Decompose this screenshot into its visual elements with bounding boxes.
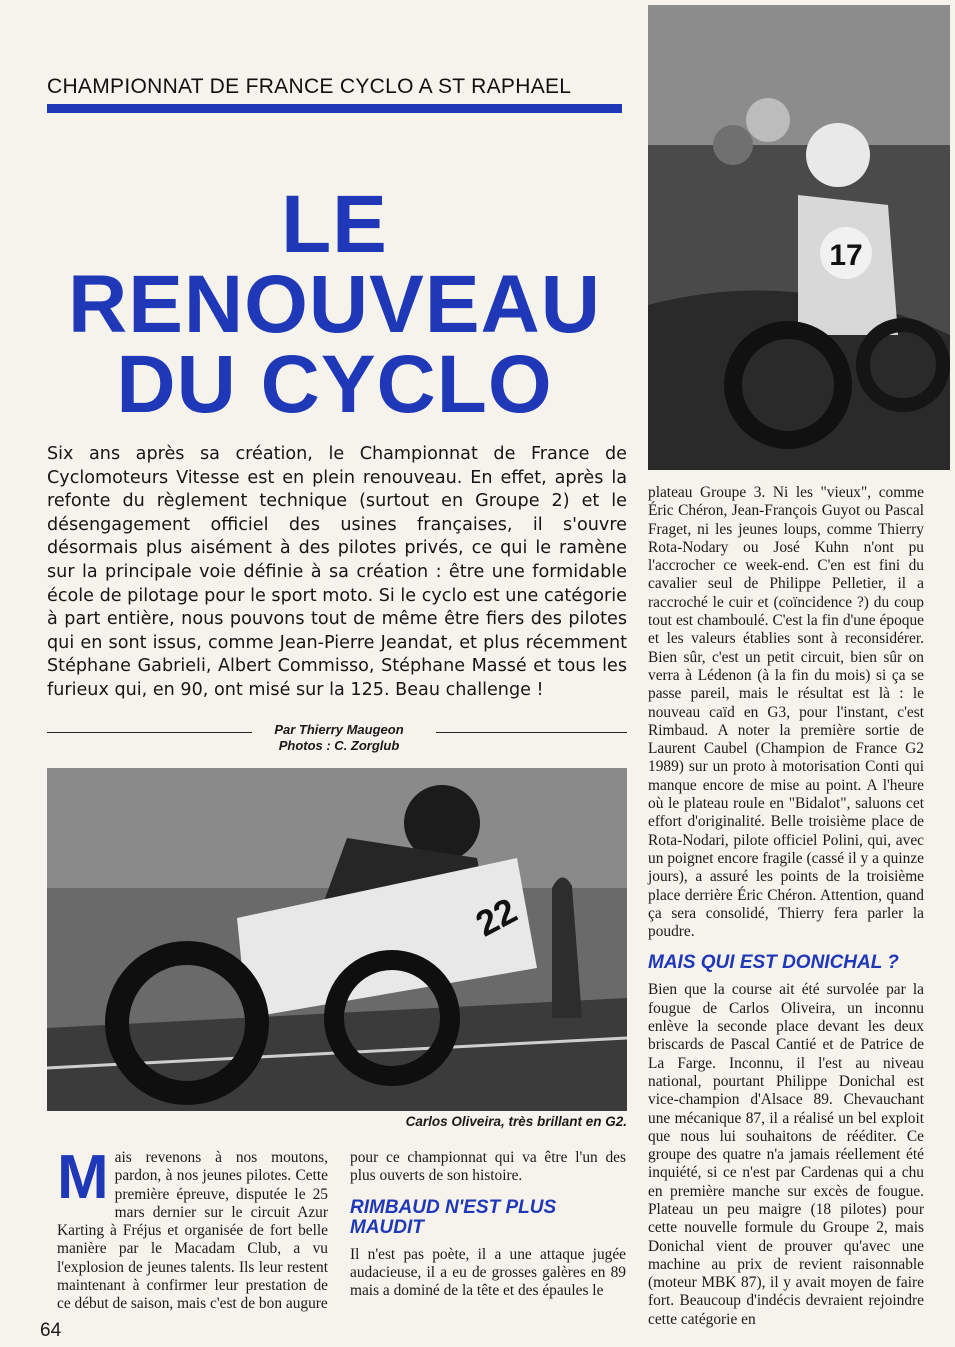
byline-photos: Photos : C. Zorglub [278,738,400,753]
headline-line-1: LE [281,179,388,270]
photo-caption: Carlos Oliveira, très brillant en G2. [405,1114,627,1129]
racers-illustration [648,5,950,470]
dropcap: M [57,1143,109,1212]
race-number-17: 17 [829,239,863,272]
headline [47,179,622,430]
body-text-5: Bien que la course ait été survolée par la fougue de Carlos Oliveira, un inconnu enlève la seconde place devant les deux briscards de Pascal Cantié et de Patrice de La Farge. Inconnu, il l'est au niveau national, pourtant Philippe Donichal est vice-champion d'Alsace 89. Chevauchant une mécanique 87, il a réalisé un bel exploit que nous lui souhaitons de rééditer. Ce groupe des quatre n'a jamais réellement été inquiété, si ce n'est par Cardenas qui a chu en première manche sur excès de fougue. Plateau un peu maigre (18 pilotes) pour cette nouvelle formule du Groupe 2, mais Donichal vient de prouver qu'avec une machine au prix de revient raisonnable (moteur MBK 87), il y avait moyen de faire fort. Beaucoup d'indécis devraient rejoindre cette catégorie en [648,981,924,1328]
body-column-2 [350,1149,626,1300]
page-number: 64 [40,1320,62,1341]
rider-illustration [47,768,627,1111]
byline-author: Par Thierry Maugeon [274,722,404,737]
race-number-22: 22 [468,889,524,945]
section-kicker: CHAMPIONNAT DE FRANCE CYCLO A ST RAPHAEL [47,75,572,98]
kicker-rule [47,104,622,113]
byline [0,722,678,754]
headline-line-2: RENOUVEAU [68,259,601,350]
body-text-4: plateau Groupe 3. Ni les "vieux", comme Éric Chéron, Jean-François Guyot ou Pascal Fraget, ni les jeunes loups, comme Thierry Rota-Nodary ou José Kuhn n'ont pu l'accrocher ce week-end. C'en est fini du cavalier seul de Philippe Pelletier, il a raccroché le cuir et (coïncidence ?) du coup tout est chamboulé. C'est la fin d'une époque et les valeurs établies sont à reconsidérer. Bien sûr, c'est un petit circuit, bien sûr on verra à Lédenon (à la fin du mois) si ça se passe pareil, mais le résultat est là : le nouveau caïd en G3, pour l'instant, c'est Rimbaud. A noter la première sortie de Laurent Caubel (Champion de France G2 1989) sur un proto à motorisation Conti qui manque encore de mise au point. A l'heure où le plateau roule en "Bidalot", saluons cet effort d'originalité. Belle troisième place de Rota-Nodari, pilote officiel Polini, qui, avec un poignet encore fragile (cassé il y a quinze jours), a assuré les points de la troisième place derrière Éric Chéron. Attention, quand ça sera consolidé, Thierry fera parler la poudre. [648,484,924,941]
body-text-2: pour ce championnat qui va être l'un des plus ouverts de son histoire. [350,1149,626,1185]
body-text-3: Il n'est pas poète, il a une attaque jugée audacieuse, il a eu de grosses galères en 89 mais a dominé de la tête et des épaules le [350,1245,626,1300]
body-column-3 [648,484,924,1329]
headline-line-3: DU CYCLO [116,339,553,430]
subhead-donichal: MAIS QUI EST DONICHAL ? [648,952,899,974]
photo-oliveira [47,768,627,1111]
body-text-1: ais revenons à nos moutons, pardon, à nos jeunes pilotes. Cette première épreuve, disputée le 25 mars dernier sur le circuit Azur Karting à Fréjus et organisée de fort belle manière par le Macadam Club, a vu l'explosion de jeunes talents. Ils leur restent maintenant à confirmer leur prestation de ce début de saison, mais c'est de bon augure [57,1149,328,1313]
body-column-1 [57,1143,328,1314]
subhead-rimbaud: RIMBAUD N'EST PLUS MAUDIT [350,1196,557,1238]
intro-paragraph: Six ans après sa création, le Championnat de France de Cyclomoteurs Vitesse est en plein renouveau. En effet, après la refonte du règlement technique (surtout en Groupe 2) et le désengagement officiel des usines françaises, il s'ouvre désormais plus aisément à des pilotes privés, ce qui le ramène sur la principale voie définie à sa création : être une formidable école de pilotage pour le sport moto. Si le cyclo est une catégorie à part entière, nous pouvons tout de même être fiers des pilotes qui en sont issus, comme Jean-Pierre Jeandat, et plus récemment Stéphane Gabrieli, Albert Commisso, Stéphane Massé et tous les furieux qui, en 90, ont misé sur la 125. Beau challenge ! [47,444,627,700]
photo-racers-top [648,5,950,470]
